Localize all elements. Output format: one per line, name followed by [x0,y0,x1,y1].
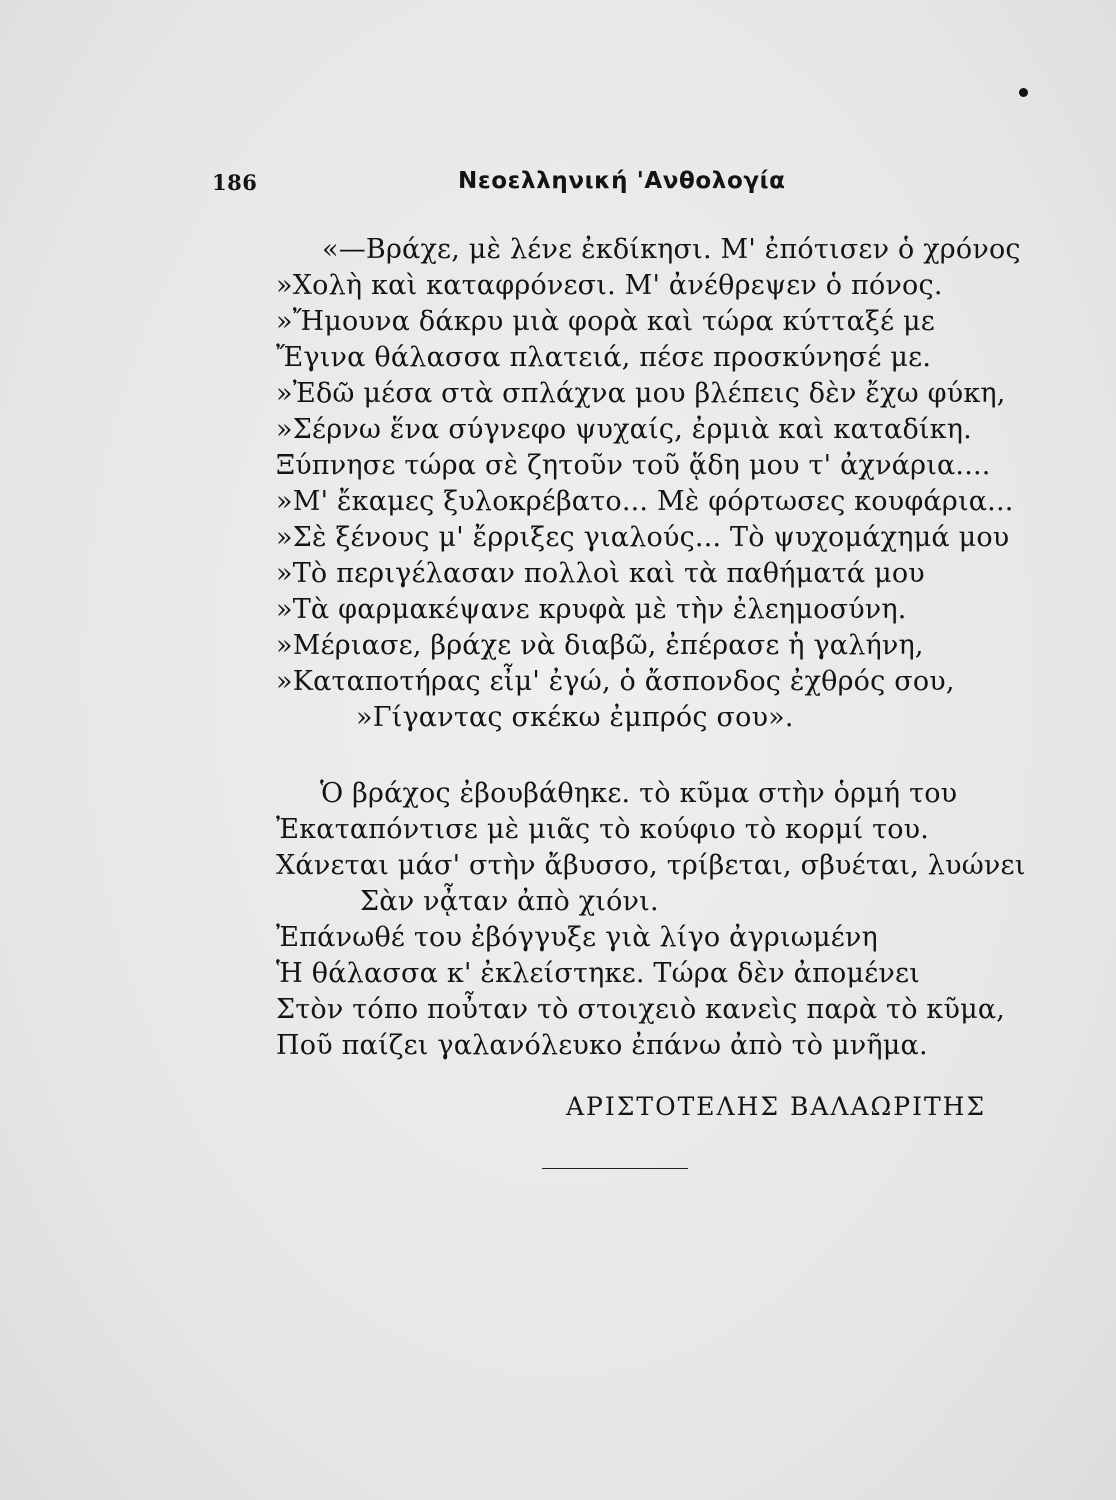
poem-line: »Μέριασε, βράχε νὰ διαβῶ, ἐπέρασε ἡ γαλήνη, [276,630,924,661]
poem-line: Χάνεται μάσ' στὴν ἄβυσσο, τρίβεται, σβυέται, λυώνει [276,850,1026,881]
poem-line: Ἔγινα θάλασσα πλατειά, πέσε προσκύνησέ με. [276,342,932,373]
poem-line: Ἐκαταπόντισε μὲ μιᾶς τὸ κούφιο τὸ κορμί του. [276,814,930,845]
poem-line: »Ἐδῶ μέσα στὰ σπλάχνα μου βλέπεις δὲν ἔχω φύκη, [276,378,1006,409]
poem-line: Ξύπνησε τώρα σὲ ζητοῦν τοῦ ᾅδη μου τ' ἀχνάρια.... [276,450,991,481]
running-title: Νεοελληνική 'Ανθολογία [458,168,786,194]
poem-line: »Καταποτήρας εἶμ' ἐγώ, ὁ ἄσπονδος ἐχθρός σου, [276,666,955,697]
poem-line: »Τὸ περιγέλασαν πολλοὶ καὶ τὰ παθήματά μου [276,558,925,589]
author-signature: ΑΡΙΣΤΟΤΕΛΗΣ ΒΑΛΑΩΡΙΤΗΣ [566,1092,987,1121]
poem-line: »Σὲ ξένους μ' ἔρριξες γιαλούς... Τὸ ψυχομάχημά μου [276,522,1010,553]
poem-line: »Γίγαντας σκέκω ἐμπρός σου». [356,702,794,733]
poem-line: «—Βράχε, μὲ λένε ἐκδίκησι. Μ' ἐπότισεν ὁ χρόνος [322,234,1021,265]
poem-line: »Χολὴ καὶ καταφρόνεσι. Μ' ἀνέθρεψεν ὁ πόνος. [276,270,943,301]
poem-line: »Σέρνω ἕνα σύγνεφο ψυχαίς, ἐρμιὰ καὶ καταδίκη. [276,414,972,445]
poem-line: »Ἤμουνα δάκρυ μιὰ φορὰ καὶ τώρα κύτταξέ με [276,306,935,337]
page-number: 186 [212,170,258,195]
poem-line: »Τὰ φαρμακέψανε κρυφὰ μὲ τὴν ἐλεημοσύνη. [276,594,907,625]
poem-line: Στὸν τόπο ποὖταν τὸ στοιχειὸ κανεὶς παρὰ τὸ κῦμα, [276,994,1006,1025]
poem-line: Ἡ θάλασσα κ' ἐκλείστηκε. Τώρα δὲν ἀπομένει [276,958,920,989]
poem-line: Σὰν νᾆταν ἀπὸ χιόνι. [360,886,659,917]
poem-line: Ἐπάνωθέ του ἐβόγγυξε γιὰ λίγο ἀγριωμένη [276,922,878,953]
poem-line: Ποῦ παίζει γαλανόλευκο ἐπάνω ἀπὸ τὸ μνῆμα. [276,1030,928,1061]
ink-speck [1019,88,1028,97]
poem-line: »Μ' ἔκαμες ξυλοκρέβατο... Μὲ φόρτωσες κουφάρια... [276,486,1014,517]
page-header [212,168,852,202]
section-divider [542,1168,688,1169]
poem-line: Ὁ βράχος ἐβουβάθηκε. τὸ κῦμα στὴν ὁρμή του [320,778,958,809]
